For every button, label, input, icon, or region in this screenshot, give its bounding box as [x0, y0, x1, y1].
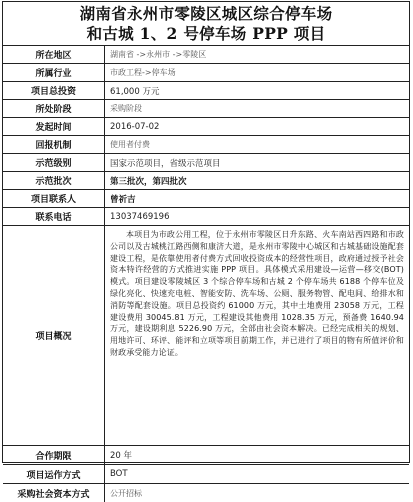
value-demo-batch: 第三批次，第四批次 [105, 172, 410, 190]
row-stage [3, 100, 409, 118]
label-demo-batch: 示范批次 [3, 172, 105, 190]
value-total-investment: 61,000 万元 [105, 82, 410, 100]
label-stage: 所处阶段 [3, 100, 105, 118]
value-contact: 曾祈吉 [105, 190, 410, 208]
row-demo-level [3, 154, 409, 172]
row-region [3, 46, 409, 64]
label-industry: 所属行业 [3, 64, 105, 82]
value-demo-level: 国家示范项目，省级示范项目 [105, 154, 410, 172]
label-return-mechanism: 回报机制 [3, 136, 105, 154]
title-line-1: 湖南省永州市零陵区城区综合停车场 [80, 4, 333, 24]
row-contact [3, 190, 409, 208]
title-line-2: 和古城 1、2 号停车场 PPP 项目 [87, 24, 326, 44]
value-phone: 13037469196 [105, 208, 410, 226]
label-overview: 项目概况 [3, 226, 105, 446]
label-procurement-method: 采购社会资本方式 [3, 484, 105, 502]
label-cooperation-period: 合作期限 [3, 446, 105, 465]
row-demo-batch [3, 172, 409, 190]
value-cooperation-period: 20 年 [105, 446, 410, 465]
value-region: 湖南省 ->永州市 ->零陵区 [105, 46, 410, 64]
label-start-date: 发起时间 [3, 118, 105, 136]
label-demo-level: 示范级别 [3, 154, 105, 172]
row-procurement-method [3, 484, 409, 502]
value-overview [105, 226, 410, 446]
project-info-sheet [2, 1, 410, 463]
row-return-mechanism [3, 136, 409, 154]
row-start-date [3, 118, 409, 136]
row-overview [3, 226, 409, 446]
value-start-date: 2016-07-02 [105, 118, 410, 136]
label-total-investment: 项目总投资 [3, 82, 105, 100]
value-industry: 市政工程->停车场 [105, 64, 410, 82]
overview-text: 本项目为市政公用工程，位于永州市零陵区日升东路、火车南站西四路和市政公司以及古城桃江路西侧和康济大道，是永州市零陵中心城区和古城基础设施配套建设工程，是依靠使用者付费方式回收投资成本的经营性项目，政府通过授予社会资本特许经营的方式推进实施 PPP 项目。具体模式采用建设—运营—移交(BOT)模式。项目建设零陵城区 3 个综合停车场和古城 2 个停车场共 6188 个停车位及绿化亮化、快速充电桩、智能安防、洗车场、公厕、服务物管、配电间、给排水和消防等配套设施。项目总投资约 61000 万元，其中土地费用 23058 万元，工程建设费用 30045.81 万元，工程建设其他费用 1028.35 万元，预备费 1640.94 万元，建设期利息 5226.90 万元，全部由社会资本解决。已经完成相关的规划、用地许可、环评、能评和立项等项目前期工作，并已进行了项目的物有所值评价和财政承受能力论证。 [105, 226, 409, 445]
label-contact: 项目联系人 [3, 190, 105, 208]
label-region: 所在地区 [3, 46, 105, 64]
row-operation-mode [3, 465, 409, 484]
row-phone [3, 208, 409, 226]
label-operation-mode: 项目运作方式 [3, 465, 105, 484]
document-title [3, 2, 409, 46]
value-return-mechanism: 使用者付费 [105, 136, 410, 154]
project-info-table [3, 46, 409, 502]
row-total-investment [3, 82, 409, 100]
value-procurement-method: 公开招标 [105, 484, 410, 502]
value-operation-mode: BOT [105, 465, 410, 484]
label-phone: 联系电话 [3, 208, 105, 226]
row-cooperation-period [3, 446, 409, 465]
row-industry [3, 64, 409, 82]
value-stage: 采购阶段 [105, 100, 410, 118]
